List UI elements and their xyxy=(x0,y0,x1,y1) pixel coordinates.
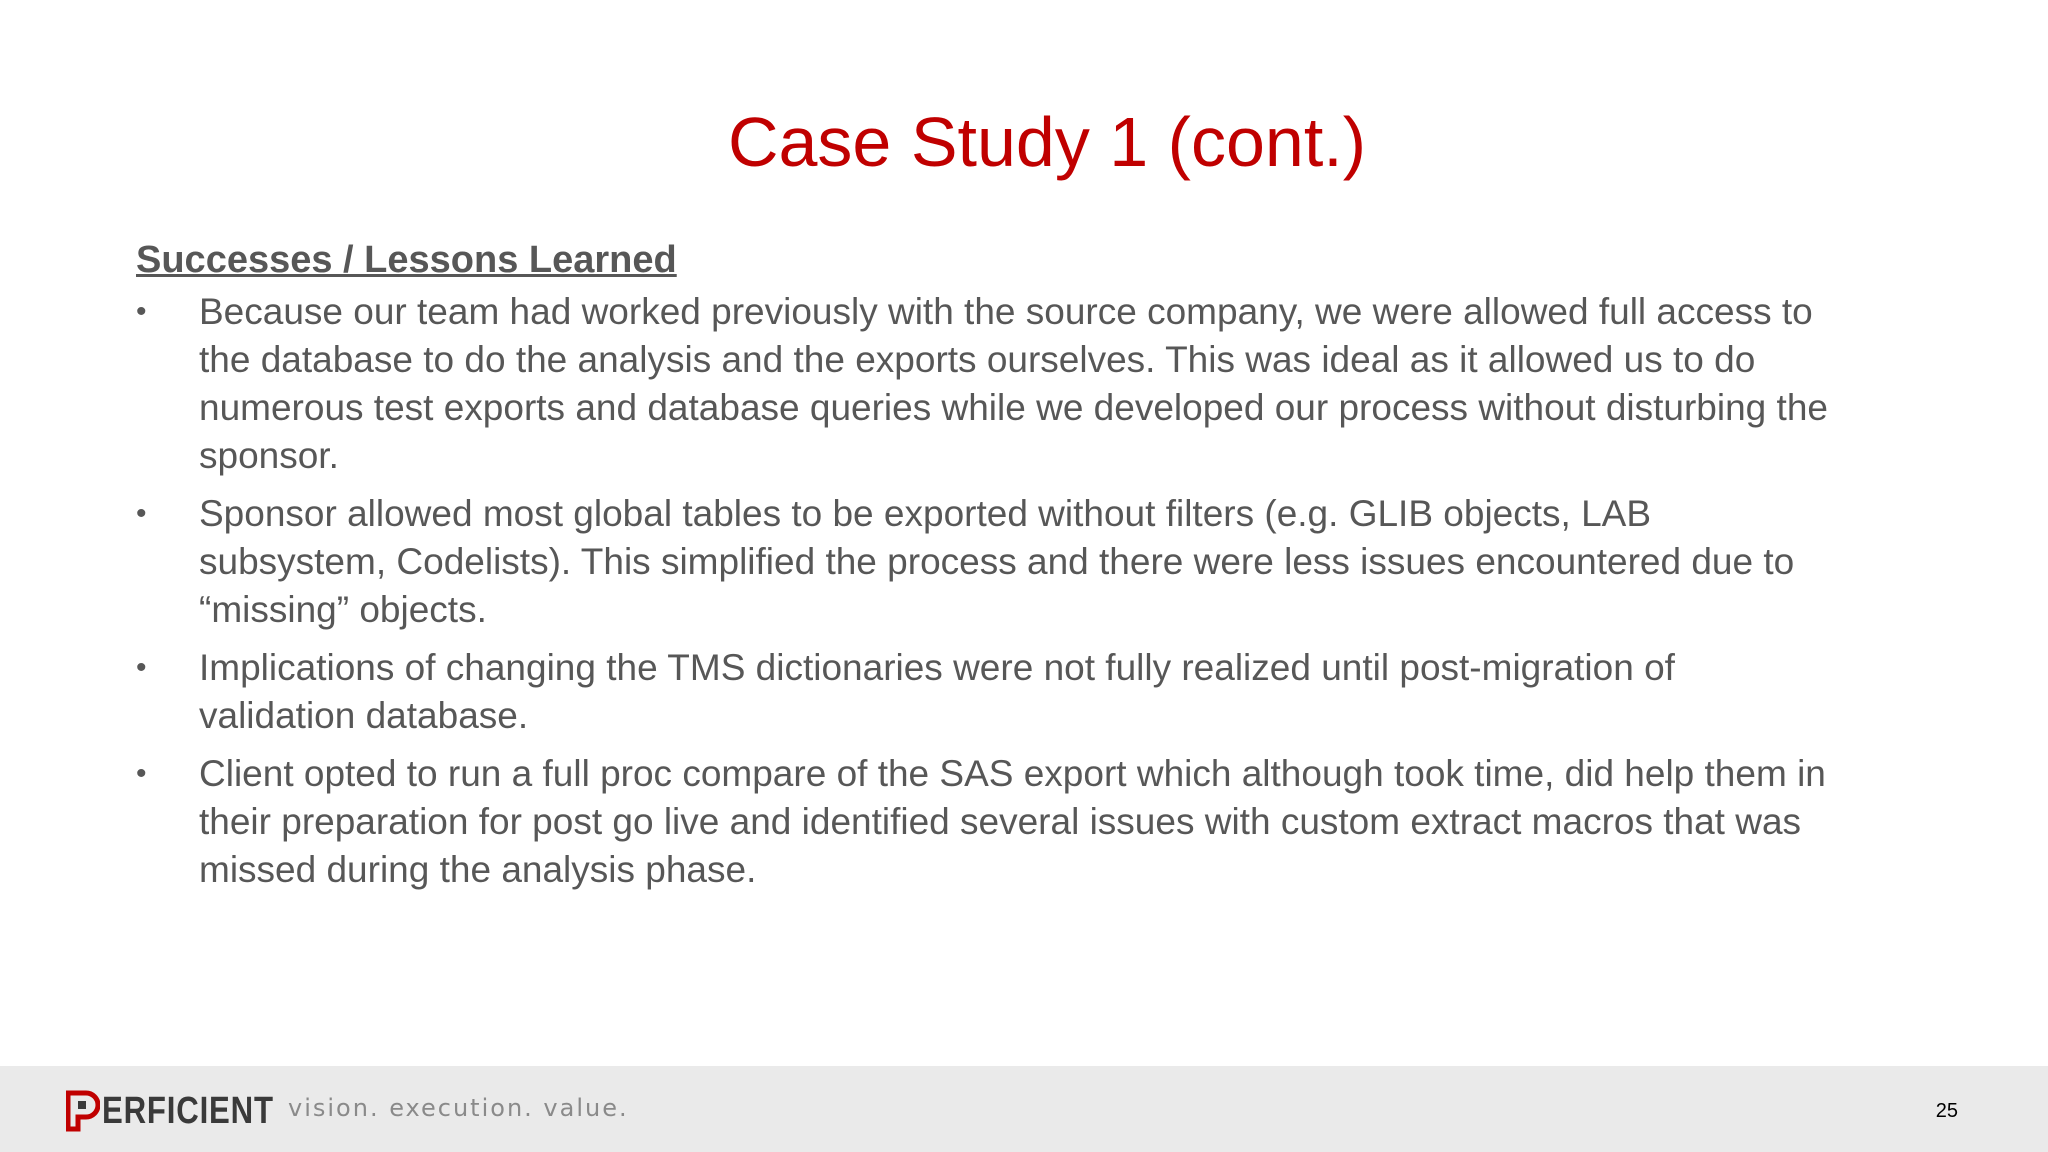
logo-text: ERFICIENT xyxy=(102,1089,274,1132)
bullet-text: Client opted to run a full proc compare of the SAS export which although took time, did help them in their preparation for post go live and identified several issues with custom extract macros that was missed during the analysis phase. xyxy=(199,753,1826,890)
slide-content xyxy=(136,232,1836,904)
bullet-item xyxy=(136,490,1836,634)
tagline: vision. execution. value. xyxy=(288,1094,629,1122)
bullet-item xyxy=(136,750,1836,894)
bullet-text: Sponsor allowed most global tables to be exported without filters (e.g. GLIB objects, LAB subsystem, Codelists). This simplified the process and there were less issues encountered due to “missing” objects. xyxy=(199,493,1795,630)
bullet-icon: • xyxy=(136,651,147,684)
section-heading: Successes / Lessons Learned xyxy=(136,239,677,281)
bullet-icon: • xyxy=(136,295,147,328)
bullet-text: Because our team had worked previously with the source company, we were allowed full access to the database to do the analysis and the exports ourselves. This was ideal as it allowed us to do numerous test exports and database queries while we developed our process without disturbing the sponsor. xyxy=(199,291,1828,476)
slide-title: Case Study 1 (cont.) xyxy=(727,103,1367,181)
page-number: 25 xyxy=(1935,1100,1958,1122)
bullet-list xyxy=(136,288,1836,894)
bullet-item xyxy=(136,644,1836,740)
bullet-icon: • xyxy=(136,497,147,530)
slide-footer xyxy=(0,1066,2048,1152)
bullet-icon: • xyxy=(136,757,147,790)
perficient-logo-icon xyxy=(66,1089,100,1133)
bullet-text: Implications of changing the TMS dictionaries were not fully realized until post-migration of validation database. xyxy=(199,647,1675,736)
perficient-logo xyxy=(66,1086,312,1136)
bullet-item xyxy=(136,288,1836,480)
